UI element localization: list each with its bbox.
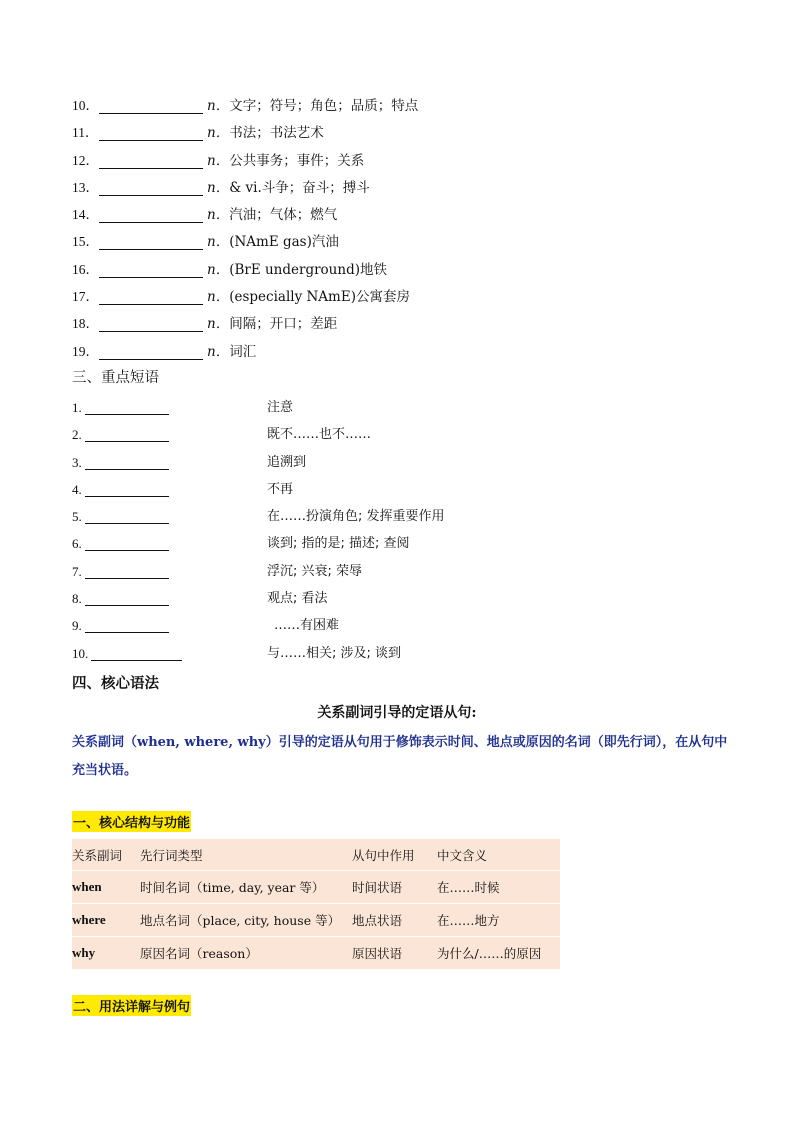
answer-blank[interactable] [99, 343, 203, 360]
answer-blank[interactable] [99, 315, 203, 332]
phrase-meaning: 观点; 看法 [267, 591, 328, 607]
phrase-meaning: 追溯到 [267, 454, 307, 470]
item-number: 10． [72, 98, 99, 113]
table-header-row [72, 839, 560, 871]
part-of-speech: n． [207, 343, 230, 360]
phrase-meaning: 既不……也不…… [267, 427, 372, 443]
item-number: 3. [72, 454, 82, 470]
item-number: 11． [72, 125, 99, 141]
answer-blank[interactable] [99, 97, 203, 114]
table-row [72, 904, 560, 937]
vocab-item [72, 174, 418, 201]
item-number: 12． [72, 152, 99, 168]
item-number: 2. [72, 427, 82, 443]
phrase-item [72, 476, 294, 503]
vocab-item [72, 310, 418, 337]
table-row [72, 937, 560, 970]
vocab-meaning: 书法；书法艺术 [229, 125, 324, 142]
phrase-meaning: 注意 [267, 400, 294, 415]
table-cell: 地点状语 [352, 904, 437, 937]
answer-blank[interactable] [91, 645, 182, 661]
item-number: 18． [72, 316, 99, 332]
part-of-speech: n． [207, 234, 230, 251]
vocab-item [72, 147, 418, 174]
vocab-meaning: (especially NAmE)公寓套房 [229, 289, 410, 306]
item-number: 9. [72, 618, 82, 634]
table-cell: 地点名词（place, city, house 等） [140, 904, 352, 937]
vocab-meaning: (NAmE gas)汽油 [229, 234, 339, 251]
vocab-item [72, 119, 418, 146]
phrase-item [72, 612, 340, 639]
phrase-item [72, 530, 410, 557]
answer-blank[interactable] [85, 535, 169, 551]
answer-blank[interactable] [85, 426, 169, 442]
answer-blank[interactable] [99, 124, 203, 141]
subheading-usage-examples: 二、用法详解与例句 [72, 995, 191, 1016]
vocab-item [72, 338, 418, 365]
phrase-item [72, 640, 402, 667]
table-cell: 在……地方 [437, 904, 560, 937]
item-number: 16． [72, 261, 99, 277]
phrase-list [72, 394, 445, 667]
item-number: 6. [72, 536, 82, 552]
vocab-meaning: 公共事务；事件；关系 [229, 152, 365, 169]
phrase-meaning: ……有困难 [274, 618, 340, 634]
item-number: 15． [72, 234, 99, 250]
vocab-list [72, 92, 418, 365]
grammar-intro: 关系副词（when, where, why）引导的定语从句用于修饰表示时间、地点或原因的名词（即先行词），在从句中充当状语。 [72, 735, 728, 778]
answer-blank[interactable] [85, 590, 169, 606]
item-number: 1. [72, 400, 82, 415]
item-number: 7. [72, 563, 82, 579]
part-of-speech: n． [207, 316, 230, 333]
phrase-meaning: 与……相关; 涉及; 谈到 [267, 645, 402, 661]
phrase-item [72, 503, 445, 530]
table-cell: why [72, 937, 140, 970]
phrase-meaning: 不再 [267, 481, 294, 497]
item-number: 8. [72, 591, 82, 607]
phrase-item [72, 558, 363, 585]
table-row [72, 871, 560, 904]
vocab-meaning: 词汇 [229, 343, 257, 360]
answer-blank[interactable] [85, 399, 169, 415]
table-cell: 在……时候 [437, 871, 560, 904]
subheading-structure-function: 一、核心结构与功能 [72, 811, 191, 832]
part-of-speech: n． [207, 207, 230, 224]
vocab-meaning: 汽油；气体；燃气 [229, 207, 338, 224]
item-number: 13． [72, 179, 99, 195]
phrase-item [72, 394, 294, 421]
vocab-meaning: & vi.斗争；奋斗；搏斗 [229, 179, 370, 196]
phrase-item [72, 585, 328, 612]
table-cell: 时间名词（time, day, year 等） [140, 871, 352, 904]
item-number: 4. [72, 481, 82, 497]
answer-blank[interactable] [85, 454, 169, 470]
item-number: 14． [72, 207, 99, 223]
part-of-speech: n． [207, 289, 230, 306]
vocab-item [72, 256, 418, 283]
table-cell: 时间状语 [352, 871, 437, 904]
phrase-item [72, 449, 307, 476]
part-of-speech: n． [207, 98, 230, 114]
answer-blank[interactable] [85, 563, 169, 579]
part-of-speech: n． [207, 152, 230, 169]
vocab-meaning: 文字；符号；角色；品质；特点 [229, 98, 419, 114]
item-number: 10. [72, 645, 89, 661]
grammar-title: 关系副词引导的定语从句: [317, 705, 477, 721]
answer-blank[interactable] [99, 179, 203, 196]
answer-blank[interactable] [99, 261, 203, 278]
answer-blank[interactable] [99, 206, 203, 223]
answer-blank[interactable] [99, 152, 203, 169]
vocab-item [72, 283, 418, 310]
answer-blank[interactable] [85, 508, 169, 524]
vocab-meaning: (BrE underground)地铁 [229, 261, 387, 278]
part-of-speech: n． [207, 125, 230, 142]
part-of-speech: n． [207, 179, 230, 196]
phrase-meaning: 浮沉; 兴衰; 荣辱 [267, 563, 363, 579]
item-number: 17． [72, 289, 99, 305]
phrase-item [72, 421, 372, 448]
table-header-cell: 先行词类型 [140, 839, 352, 871]
table-cell: 原因名词（reason） [140, 937, 352, 970]
answer-blank[interactable] [85, 617, 169, 633]
vocab-item [72, 92, 418, 119]
table-cell: 为什么/……的原因 [437, 937, 560, 970]
item-number: 19． [72, 343, 99, 359]
vocab-item [72, 201, 418, 228]
part-of-speech: n． [207, 261, 230, 278]
vocab-meaning: 间隔；开口；差距 [229, 316, 338, 333]
phrase-meaning: 在……扮演角色; 发挥重要作用 [267, 509, 445, 525]
table-cell: where [72, 904, 140, 937]
vocab-item [72, 228, 418, 255]
section-heading-key-phrases: 三、重点短语 [72, 370, 159, 386]
answer-blank[interactable] [99, 288, 203, 305]
relative-adverb-table [72, 839, 560, 970]
table-cell: when [72, 871, 140, 904]
table-header-cell: 中文含义 [437, 839, 560, 871]
answer-blank[interactable] [85, 481, 169, 497]
table-header-cell: 从句中作用 [352, 839, 437, 871]
table-cell: 原因状语 [352, 937, 437, 970]
phrase-meaning: 谈到; 指的是; 描述; 查阅 [267, 536, 410, 552]
table-header-cell: 关系副词 [72, 839, 140, 871]
answer-blank[interactable] [99, 233, 203, 250]
item-number: 5. [72, 509, 82, 525]
section-heading-core-grammar: 四、核心语法 [72, 675, 159, 692]
